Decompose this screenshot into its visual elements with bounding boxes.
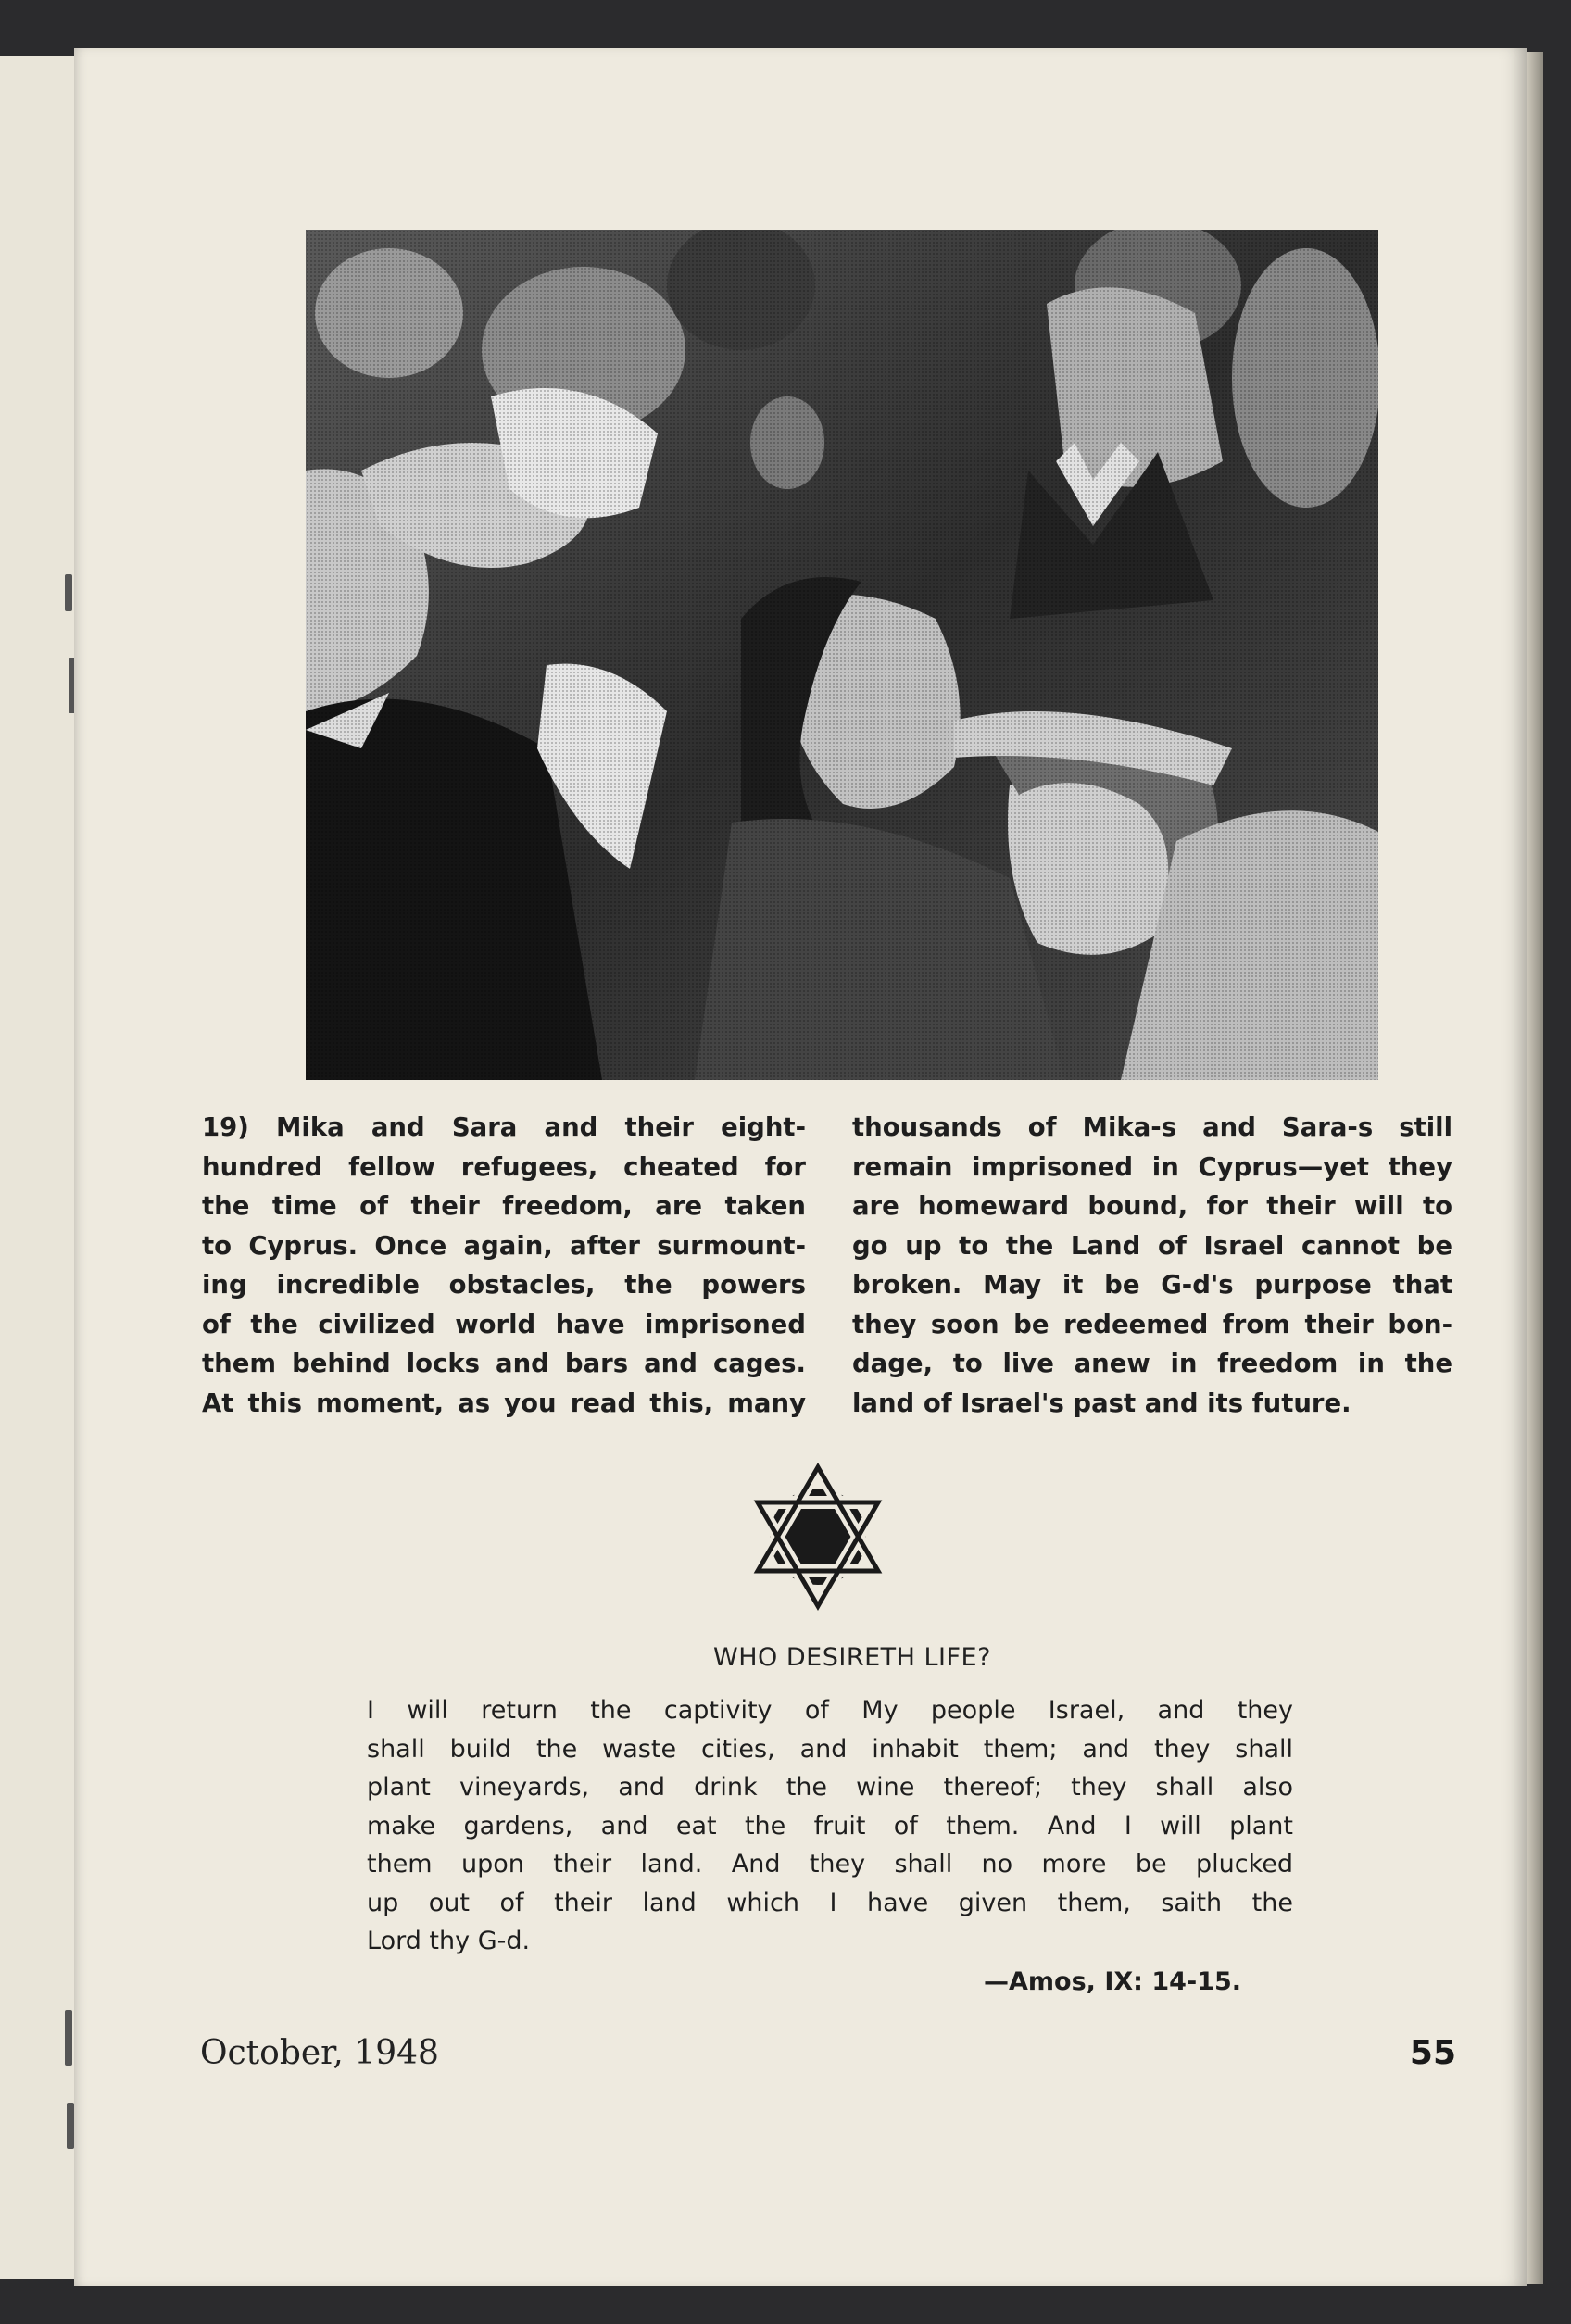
photo-illustration: [306, 230, 1378, 1080]
caption-line: they soon be redeemed from their bon-: [852, 1309, 1452, 1339]
caption-line: thousands of Mika-s and Sara-s still: [852, 1112, 1452, 1142]
quote-body: [367, 1691, 1293, 1961]
caption-line: hundred fellow refugees, cheated for: [202, 1151, 806, 1182]
staple: [67, 2103, 74, 2149]
caption-line: of the civilized world have imprisoned: [202, 1309, 806, 1339]
quote-line: them upon their land. And they shall no more be plucked: [367, 1850, 1293, 1878]
caption-line: go up to the Land of Israel cannot be: [852, 1230, 1452, 1261]
caption-line: 19) Mika and Sara and their eight-: [202, 1112, 806, 1142]
page-number: 55: [1409, 2034, 1456, 2072]
staple: [65, 2010, 72, 2066]
issue-date: October, 1948: [200, 2034, 439, 2072]
page-stack-edge: [1527, 52, 1543, 2284]
quote-title: WHO DESIRETH LIFE?: [713, 1643, 991, 1672]
quote-source: —Amos, IX: 14-15.: [984, 1967, 1241, 1996]
quote-line: Lord thy G-d.: [367, 1927, 531, 1955]
caption-line: them behind locks and bars and cages.: [202, 1349, 806, 1378]
star-of-david-icon: [748, 1458, 887, 1615]
quote-line: plant vineyards, and drink the wine thereof; they shall also: [367, 1773, 1293, 1802]
caption-left-column: [202, 1108, 806, 1423]
quote-line: make gardens, and eat the fruit of them. And I will plant: [367, 1811, 1293, 1840]
staple: [65, 574, 72, 611]
caption-line: to Cyprus. Once again, after surmount-: [202, 1230, 806, 1261]
quote-line: up out of their land which I have given them, saith the: [367, 1888, 1293, 1917]
caption-line: broken. May it be G-d's purpose that: [852, 1270, 1452, 1300]
refugees-photograph: [306, 230, 1378, 1080]
caption-right-column: [852, 1108, 1452, 1423]
caption-line: At this moment, as you read this, many: [202, 1388, 806, 1418]
caption-line: dage, to live anew in freedom in the: [852, 1349, 1452, 1378]
caption-line: ing incredible obstacles, the powers: [202, 1270, 806, 1300]
previous-page-edge: [0, 56, 77, 2279]
caption-line: land of Israel's past and its future.: [852, 1388, 1351, 1418]
quote-line: I will return the captivity of My people Israel, and they: [367, 1696, 1293, 1725]
caption-line: the time of their freedom, are taken: [202, 1191, 806, 1221]
caption-line: are homeward bound, for their will to: [852, 1191, 1452, 1221]
caption-line: remain imprisoned in Cyprus—yet they: [852, 1151, 1452, 1182]
quote-line: shall build the waste cities, and inhabit them; and they shall: [367, 1734, 1293, 1764]
